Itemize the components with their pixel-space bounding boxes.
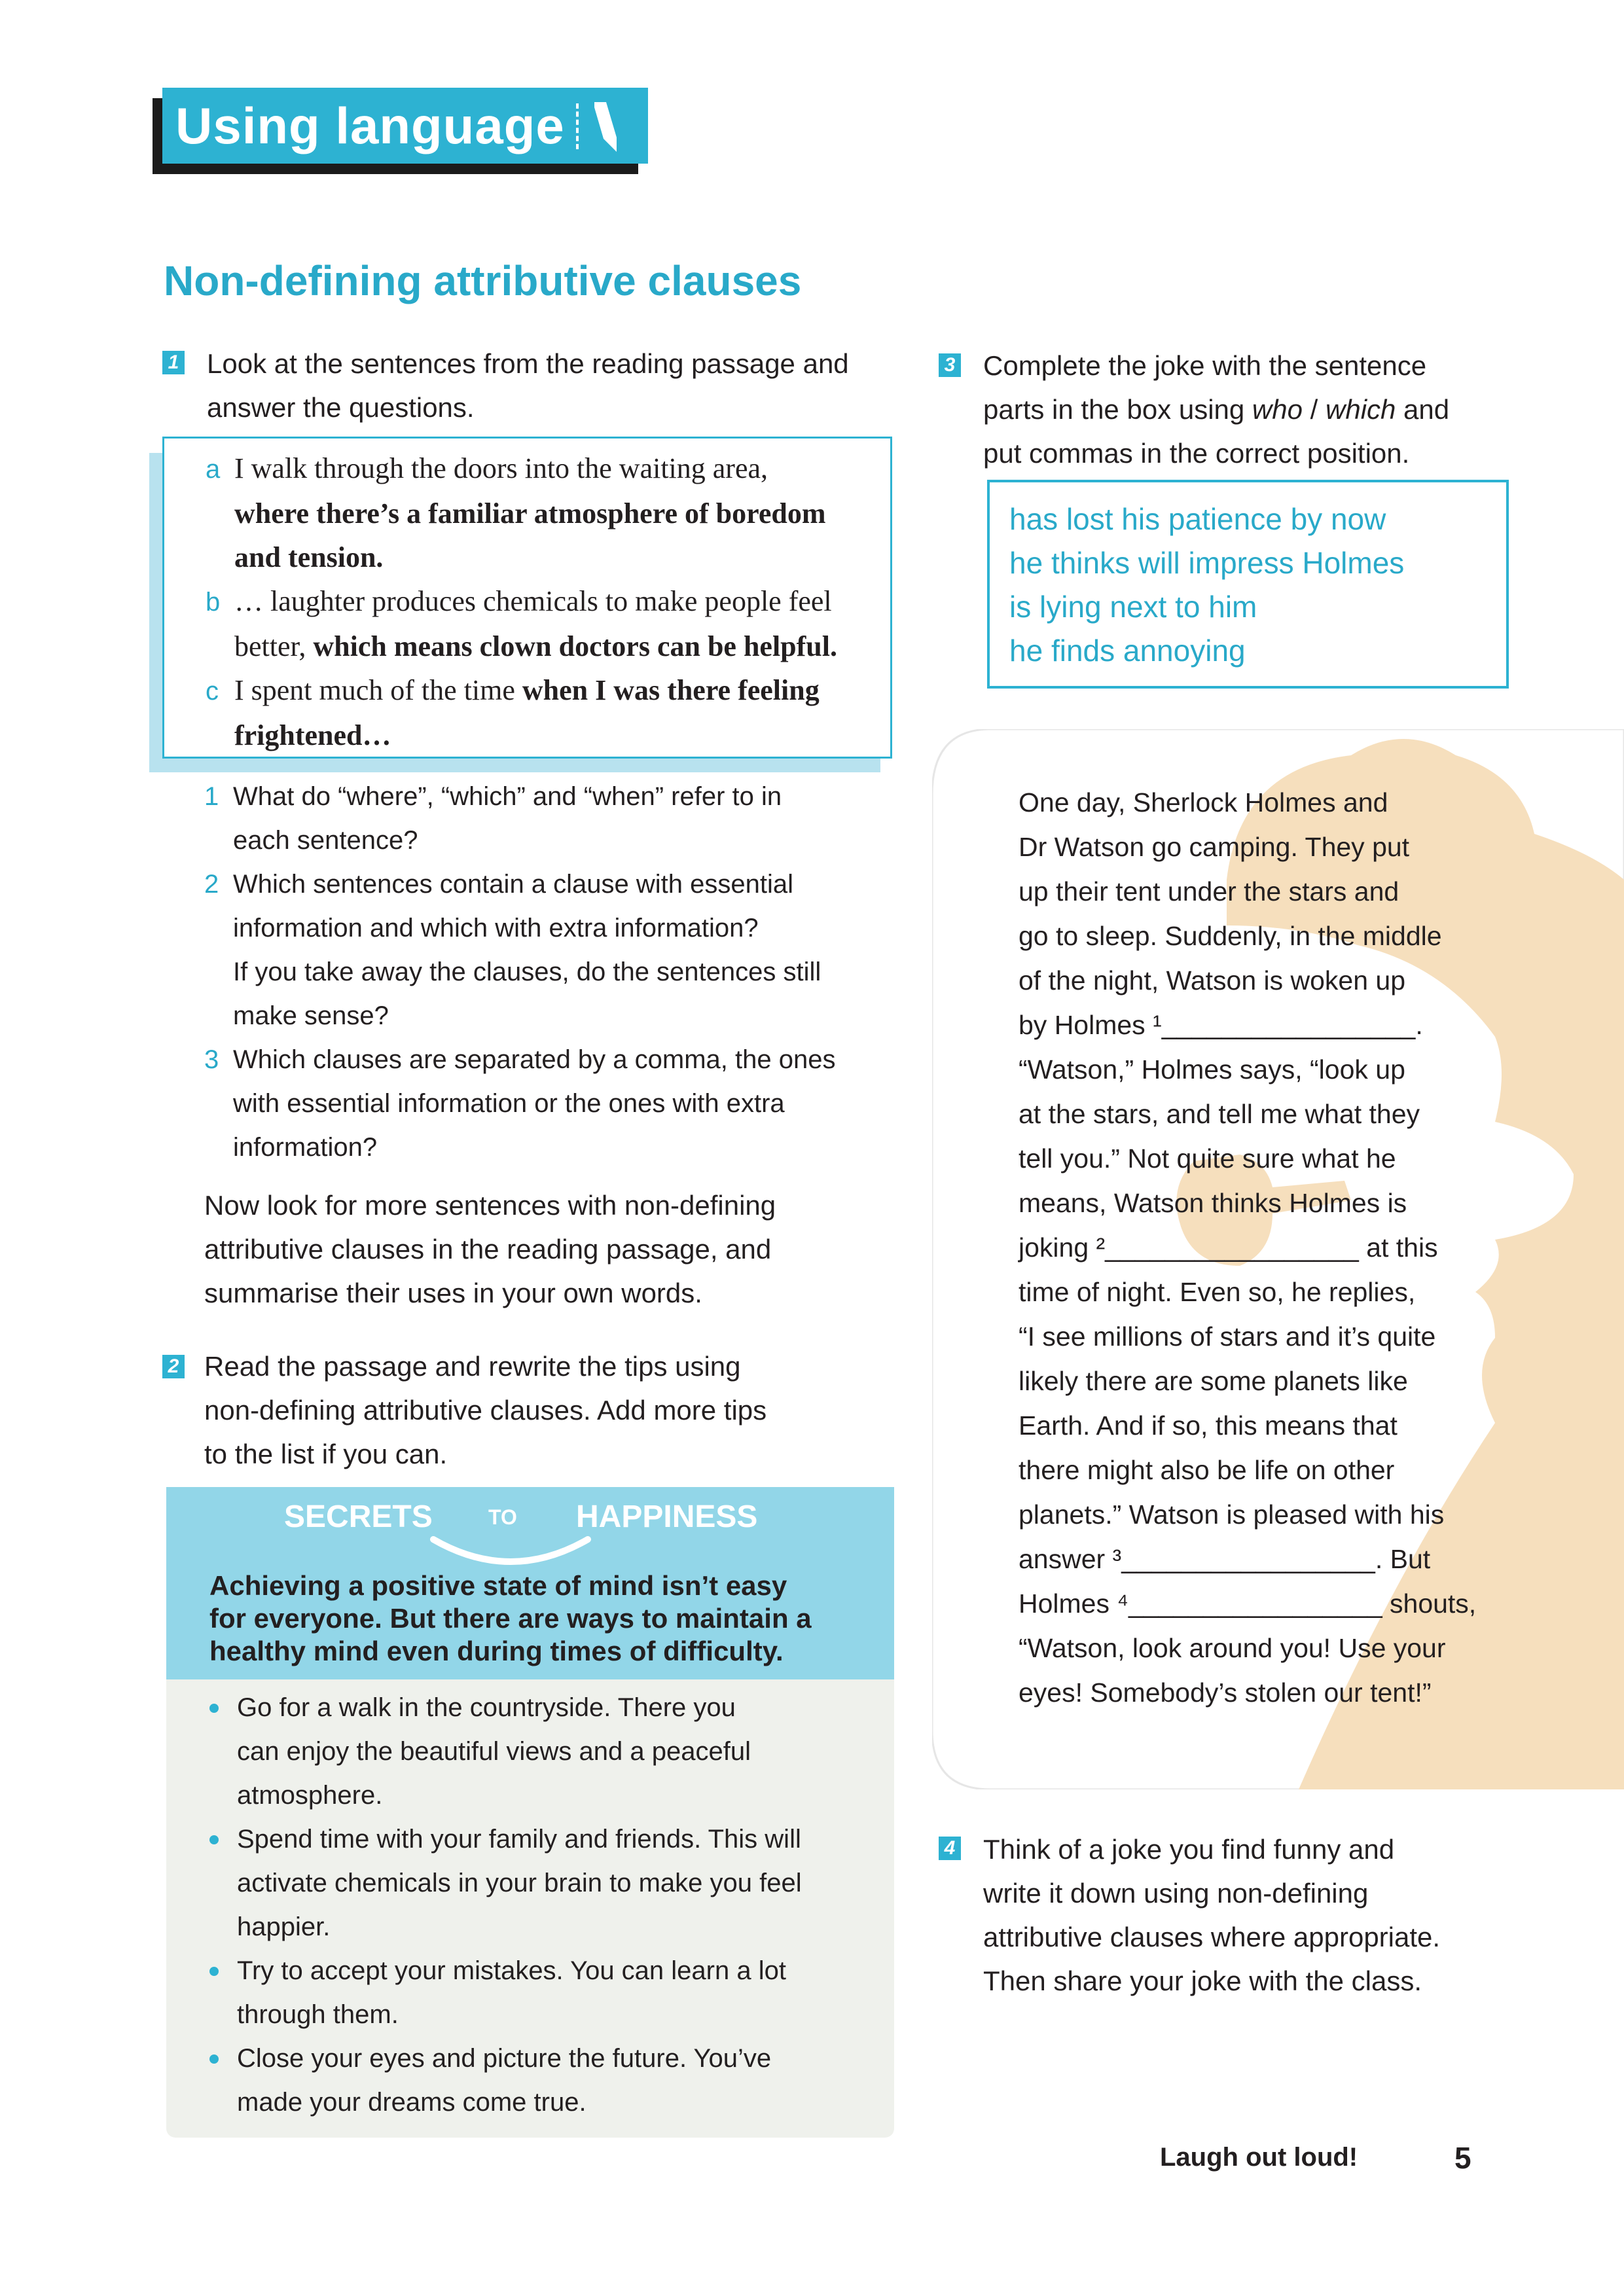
ex1-instruction — [207, 342, 849, 429]
tip-text: through them. — [237, 2000, 399, 2029]
instruction-line: put commas in the correct position. — [983, 438, 1410, 469]
sentence-text: I spent much of the time — [234, 674, 522, 706]
question-text: each sentence? — [233, 826, 418, 855]
followup-line: attributive clauses in the reading passage, and — [204, 1234, 772, 1265]
joke-line: Dr Watson go camping. They put — [1019, 832, 1410, 862]
bullet-icon — [209, 1967, 219, 1976]
word-box-item: is lying next to him — [1009, 590, 1257, 624]
tip-text: Try to accept your mistakes. You can learn a lot — [237, 1956, 786, 1985]
sentence-letter: a — [206, 455, 221, 484]
joke-text — [1019, 780, 1476, 1715]
joke-line: joking ²_________________ at this — [1019, 1232, 1438, 1263]
tip-item — [209, 1949, 890, 2037]
tip-item — [209, 1818, 890, 1949]
exercise-number-badge: 3 — [939, 353, 961, 377]
question-number: 2 — [204, 870, 219, 899]
instruction-text: parts in the box using — [983, 394, 1252, 425]
page-number: 5 — [1454, 2141, 1471, 2175]
section-title: Non-defining attributive clauses — [164, 257, 802, 304]
ex4-instruction — [983, 1827, 1440, 2003]
joke-line: Holmes ⁴_________________ shouts, — [1019, 1588, 1477, 1619]
instruction-italic: which — [1326, 394, 1396, 425]
joke-line: Earth. And if so, this means that — [1019, 1410, 1398, 1441]
joke-line: One day, Sherlock Holmes and — [1019, 787, 1388, 817]
word-box-item: he thinks will impress Holmes — [1009, 546, 1405, 580]
tip-text: can enjoy the beautiful views and a peaceful — [237, 1737, 751, 1766]
bullet-icon — [209, 2054, 219, 2064]
secrets-title-right: HAPPINESS — [576, 1499, 758, 1534]
instruction-line: Then share your joke with the class. — [983, 1965, 1422, 1996]
sentence-bold-text: which means clown doctors can be helpful. — [313, 630, 837, 662]
joke-line: tell you.” Not quite sure what he — [1019, 1143, 1396, 1174]
followup-line: summarise their uses in your own words. — [204, 1278, 702, 1308]
tip-item — [209, 2037, 890, 2125]
joke-line: up their tent under the stars and — [1019, 876, 1399, 906]
exercise-number-badge: 2 — [162, 1355, 185, 1378]
tip-text: activate chemicals in your brain to make you feel — [237, 1869, 802, 1897]
sentence-b-line — [206, 624, 837, 668]
sentence-text: I walk through the doors into the waiting area, — [234, 452, 768, 484]
tip-text: made your dreams come true. — [237, 2088, 586, 2117]
instruction-text: and — [1396, 394, 1450, 425]
sentence-c-line — [206, 713, 837, 757]
footer-title: Laugh out loud! — [1160, 2143, 1358, 2172]
sentence-b-line — [206, 579, 837, 624]
ex3-instruction — [983, 344, 1449, 475]
question-text: information and which with extra information? — [233, 914, 759, 942]
sentence-text: … laughter produces chemicals to make people feel — [234, 585, 832, 617]
joke-line: at the stars, and tell me what they — [1019, 1099, 1420, 1129]
question-number: 1 — [204, 782, 219, 811]
joke-line: go to sleep. Suddenly, in the middle — [1019, 921, 1442, 951]
sentence-bold-text: and tension. — [234, 541, 384, 573]
sentence-bold-text: when I was there feeling — [522, 674, 820, 706]
instruction-line: Read the passage and rewrite the tips using — [204, 1351, 741, 1382]
joke-line: “I see millions of stars and it’s quite — [1019, 1321, 1436, 1352]
question-item — [204, 775, 898, 863]
sentence-letter: b — [206, 588, 221, 617]
joke-line: answer ³_________________. But — [1019, 1544, 1431, 1574]
sentence-letter: c — [206, 677, 219, 706]
question-number: 3 — [204, 1045, 219, 1074]
question-text: information? — [233, 1133, 378, 1162]
joke-line: there might also be life on other — [1019, 1455, 1395, 1485]
tip-text: Go for a walk in the countryside. There you — [237, 1693, 736, 1722]
followup-line: Now look for more sentences with non-defining — [204, 1190, 776, 1221]
exercise-number-badge: 1 — [162, 351, 185, 374]
joke-line: means, Watson thinks Holmes is — [1019, 1188, 1407, 1218]
question-text: make sense? — [233, 1001, 389, 1030]
instruction-line: attributive clauses where appropriate. — [983, 1922, 1441, 1952]
tip-item — [209, 1686, 890, 1818]
joke-line: by Holmes ¹_________________. — [1019, 1010, 1423, 1040]
instruction-line — [983, 387, 1449, 431]
sentence-bold-text: where there’s a familiar atmosphere of boredom — [234, 497, 826, 529]
word-box-list — [1009, 497, 1404, 673]
tip-text: happier. — [237, 1912, 331, 1941]
intro-line: Achieving a positive state of mind isn’t easy — [209, 1570, 787, 1601]
intro-line: healthy mind even during times of difficulty. — [209, 1636, 784, 1666]
sentence-a-line — [206, 535, 837, 579]
joke-line: “Watson,” Holmes says, “look up — [1019, 1054, 1405, 1085]
question-text: If you take away the clauses, do the sentences still — [233, 958, 821, 986]
sentence-list — [206, 446, 837, 757]
question-text: with essential information or the ones with extra — [233, 1089, 785, 1118]
sentence-a-line — [206, 492, 837, 535]
intro-line: for everyone. But there are ways to maintain a — [209, 1603, 812, 1634]
secrets-title-mid: TO — [488, 1505, 517, 1529]
question-item — [204, 1038, 898, 1170]
word-box-item: has lost his patience by now — [1009, 502, 1386, 536]
joke-line: planets.” Watson is pleased with his — [1019, 1499, 1445, 1530]
instruction-line: write it down using non-defining — [983, 1878, 1369, 1909]
secrets-intro — [209, 1570, 877, 1668]
instruction-line: to the list if you can. — [204, 1439, 448, 1469]
bookmark-icon — [590, 101, 621, 153]
instruction-line: Look at the sentences from the reading passage and — [207, 348, 849, 379]
instruction-italic: who — [1252, 394, 1303, 425]
bullet-icon — [209, 1704, 219, 1713]
joke-line: “Watson, look around you! Use your — [1019, 1633, 1446, 1663]
tips-list — [209, 1686, 890, 2125]
smile-icon — [425, 1532, 596, 1571]
question-text: Which sentences contain a clause with essential — [233, 870, 794, 899]
banner-divider — [576, 103, 579, 149]
ex2-instruction — [204, 1344, 767, 1476]
banner-title: Using language — [175, 97, 565, 154]
ex1-followup — [204, 1183, 776, 1315]
instruction-text: / — [1302, 394, 1326, 425]
joke-line: eyes! Somebody’s stolen our tent!” — [1019, 1677, 1432, 1708]
bullet-icon — [209, 1835, 219, 1844]
joke-line: of the night, Watson is woken up — [1019, 965, 1406, 996]
question-list — [204, 775, 898, 1170]
word-box-item: he finds annoying — [1009, 634, 1246, 668]
question-item — [204, 863, 898, 1038]
instruction-line: non-defining attributive clauses. Add more tips — [204, 1395, 767, 1426]
joke-line: time of night. Even so, he replies, — [1019, 1277, 1416, 1307]
joke-line: likely there are some planets like — [1019, 1366, 1408, 1396]
tip-text: Spend time with your family and friends. This will — [237, 1825, 801, 1854]
sentence-text: better, — [234, 630, 314, 662]
instruction-line: answer the questions. — [207, 392, 475, 423]
exercise-number-badge: 4 — [939, 1837, 961, 1860]
secrets-title-left: SECRETS — [284, 1499, 433, 1534]
tip-text: Close your eyes and picture the future. You’ve — [237, 2044, 772, 2073]
sentence-a-line — [206, 446, 837, 492]
sentence-c-line — [206, 668, 837, 713]
question-text: What do “where”, “which” and “when” refer to in — [233, 782, 782, 811]
instruction-line: Think of a joke you find funny and — [983, 1834, 1395, 1865]
instruction-line: Complete the joke with the sentence — [983, 350, 1427, 381]
tip-text: atmosphere. — [237, 1781, 383, 1810]
question-text: Which clauses are separated by a comma, the ones — [233, 1045, 836, 1074]
sentence-bold-text: frightened… — [234, 719, 391, 751]
